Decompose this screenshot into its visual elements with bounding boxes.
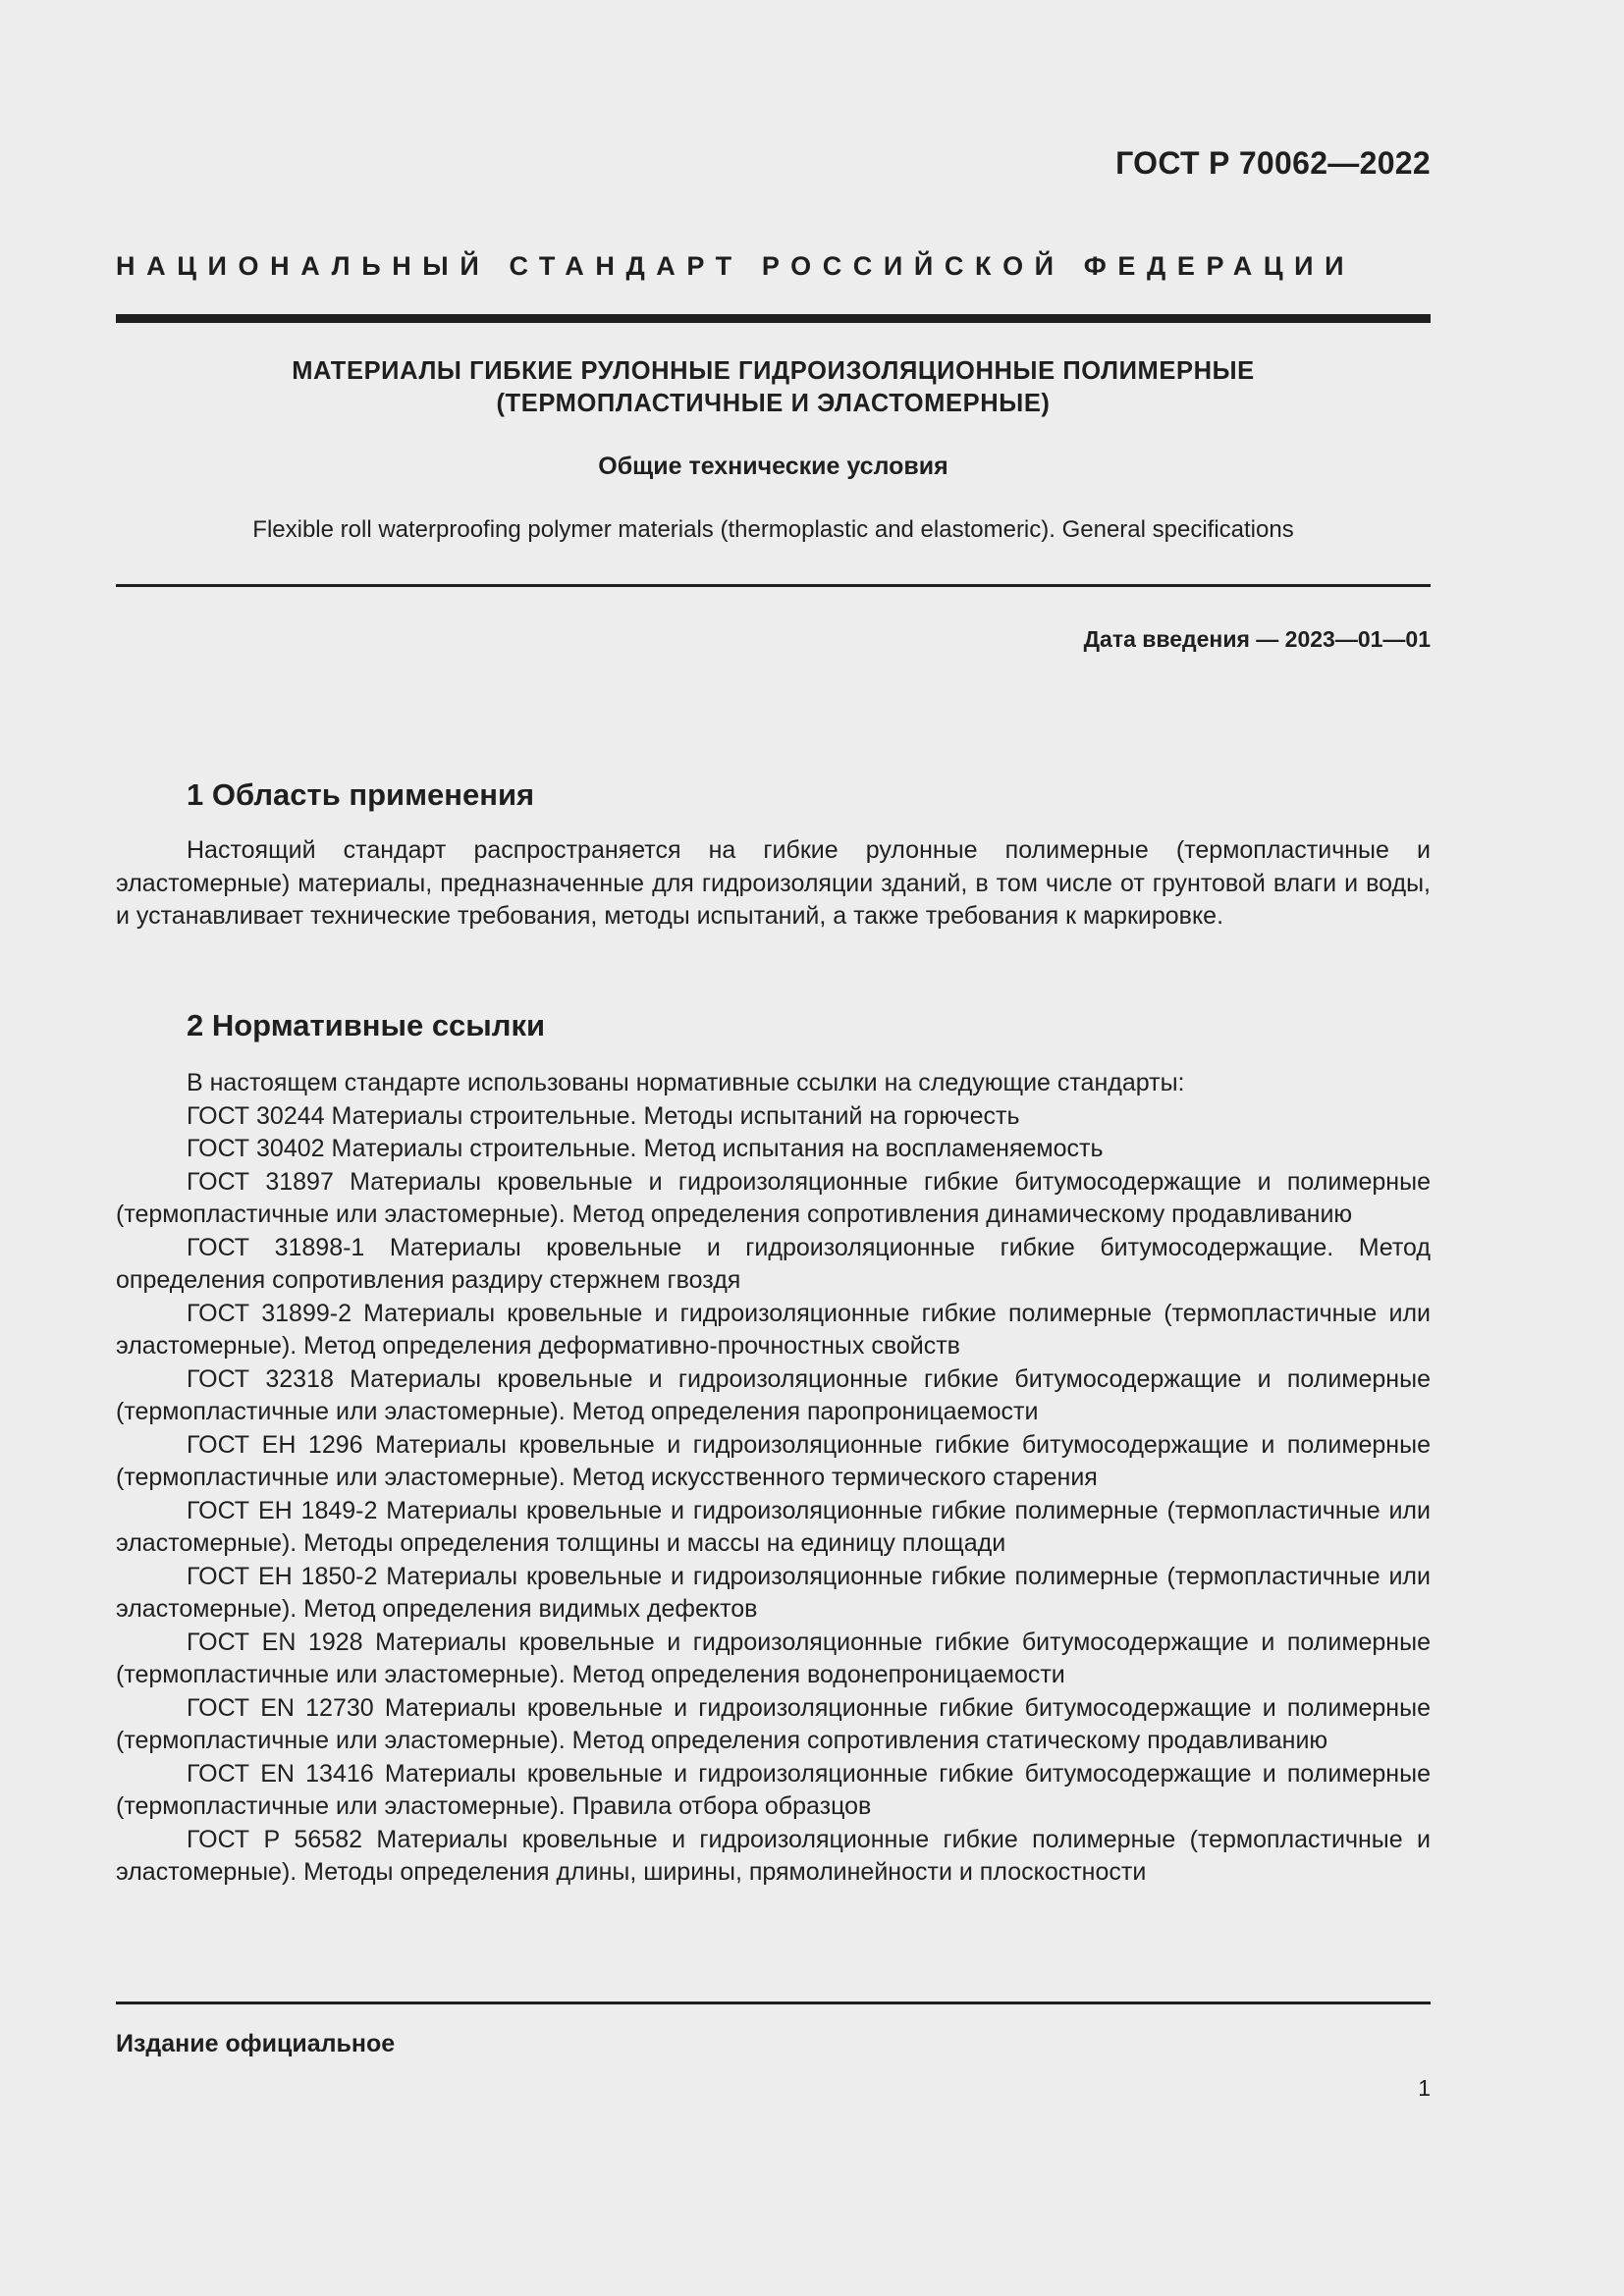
page-number: 1 (1418, 2075, 1431, 2101)
reference-item: ГОСТ ЕН 1849-2 Материалы кровельные и гидроизоляционные гибкие полимерные (термопластичные или эластомерные). Методы определения толщины и массы на единицу площади (116, 1496, 1431, 1557)
reference-item: ГОСТ 32318 Материалы кровельные и гидроизоляционные гибкие битумосодержащие и полимерные (термопластичные или эластомерные). Метод определения паропроницаемости (116, 1364, 1431, 1425)
reference-item: ГОСТ 31898-1 Материалы кровельные и гидроизоляционные гибкие битумосодержащие. Метод определения сопротивления раздиру стержнем гвоздя (116, 1233, 1431, 1294)
references-intro: В настоящем стандарте использованы нормативные ссылки на следующие стандарты: (187, 1069, 1185, 1096)
reference-item: ГОСТ EN 1928 Материалы кровельные и гидроизоляционные гибкие битумосодержащие и полимерные (термопластичные или эластомерные). Метод определения водонепроницаемости (116, 1628, 1431, 1688)
english-title: Flexible roll waterproofing polymer materials (thermoplastic and elastomeric). General specifications (252, 516, 1294, 543)
title-line-2: (ТЕРМОПЛАСТИЧНЫЕ И ЭЛАСТОМЕРНЫЕ) (496, 390, 1051, 417)
official-edition-label: Издание официальное (116, 2030, 396, 2057)
introduction-date: Дата введения — 2023—01—01 (1083, 626, 1431, 652)
section-1-text: Настоящий стандарт распространяется на гибкие рулонные полимерные (термопластичные и эластомерные) материалы, предназначенные для гидроизоляции зданий, в том числе от грунтовой влаги и воды, и устанавливает технические требования, методы испытаний, а также требования к маркировке. (116, 836, 1431, 930)
reference-item: ГОСТ Р 56582 Материалы кровельные и гидроизоляционные гибкие полимерные (термопластичные и эластомерные). Методы определения длины, ширины, прямолинейности и плоскостности (116, 1825, 1431, 1886)
header-divider (116, 314, 1431, 323)
reference-item: ГОСТ ЕН 1850-2 Материалы кровельные и гидроизоляционные гибкие полимерные (термопластичные или эластомерные). Метод определения видимых дефектов (116, 1562, 1431, 1623)
reference-item: ГОСТ 31899-2 Материалы кровельные и гидроизоляционные гибкие полимерные (термопластичные или эластомерные). Метод определения деформативно-прочностных свойств (116, 1299, 1431, 1360)
reference-item: ГОСТ 31897 Материалы кровельные и гидроизоляционные гибкие битумосодержащие и полимерные (термопластичные или эластомерные). Метод определения сопротивления динамическому продавливанию (116, 1167, 1431, 1228)
title-line-1: МАТЕРИАЛЫ ГИБКИЕ РУЛОННЫЕ ГИДРОИЗОЛЯЦИОННЫЕ ПОЛИМЕРНЫЕ (292, 357, 1255, 385)
reference-item: ГОСТ 30402 Материалы строительные. Метод испытания на воспламеняемость (187, 1135, 1104, 1162)
section-1-heading: 1 Область применения (187, 777, 535, 812)
reference-item: ГОСТ EN 12730 Материалы кровельные и гидроизоляционные гибкие битумосодержащие и полимерные (термопластичные или эластомерные). Метод определения сопротивления статическому продавливанию (116, 1693, 1431, 1754)
national-standard-header: НАЦИОНАЛЬНЫЙ СТАНДАРТ РОССИЙСКОЙ ФЕДЕРАЦИИ (116, 251, 1356, 281)
references-list (116, 1067, 1431, 1890)
document-title (116, 355, 1431, 420)
title-divider (116, 584, 1431, 587)
reference-item: ГОСТ EN 13416 Материалы кровельные и гидроизоляционные гибкие битумосодержащие и полимерные (термопластичные или эластомерные). Правила отбора образцов (116, 1759, 1431, 1820)
reference-item: ГОСТ 30244 Материалы строительные. Методы испытаний на горючесть (187, 1101, 1020, 1130)
reference-item: ГОСТ ЕН 1296 Материалы кровельные и гидроизоляционные гибкие битумосодержащие и полимерные (термопластичные или эластомерные). Метод искусственного термического старения (116, 1430, 1431, 1491)
document-subtitle: Общие технические условия (598, 453, 948, 480)
section-2-heading: 2 Нормативные ссылки (187, 1008, 546, 1042)
footer-divider (116, 2002, 1431, 2004)
document-number: ГОСТ Р 70062—2022 (1115, 145, 1431, 181)
